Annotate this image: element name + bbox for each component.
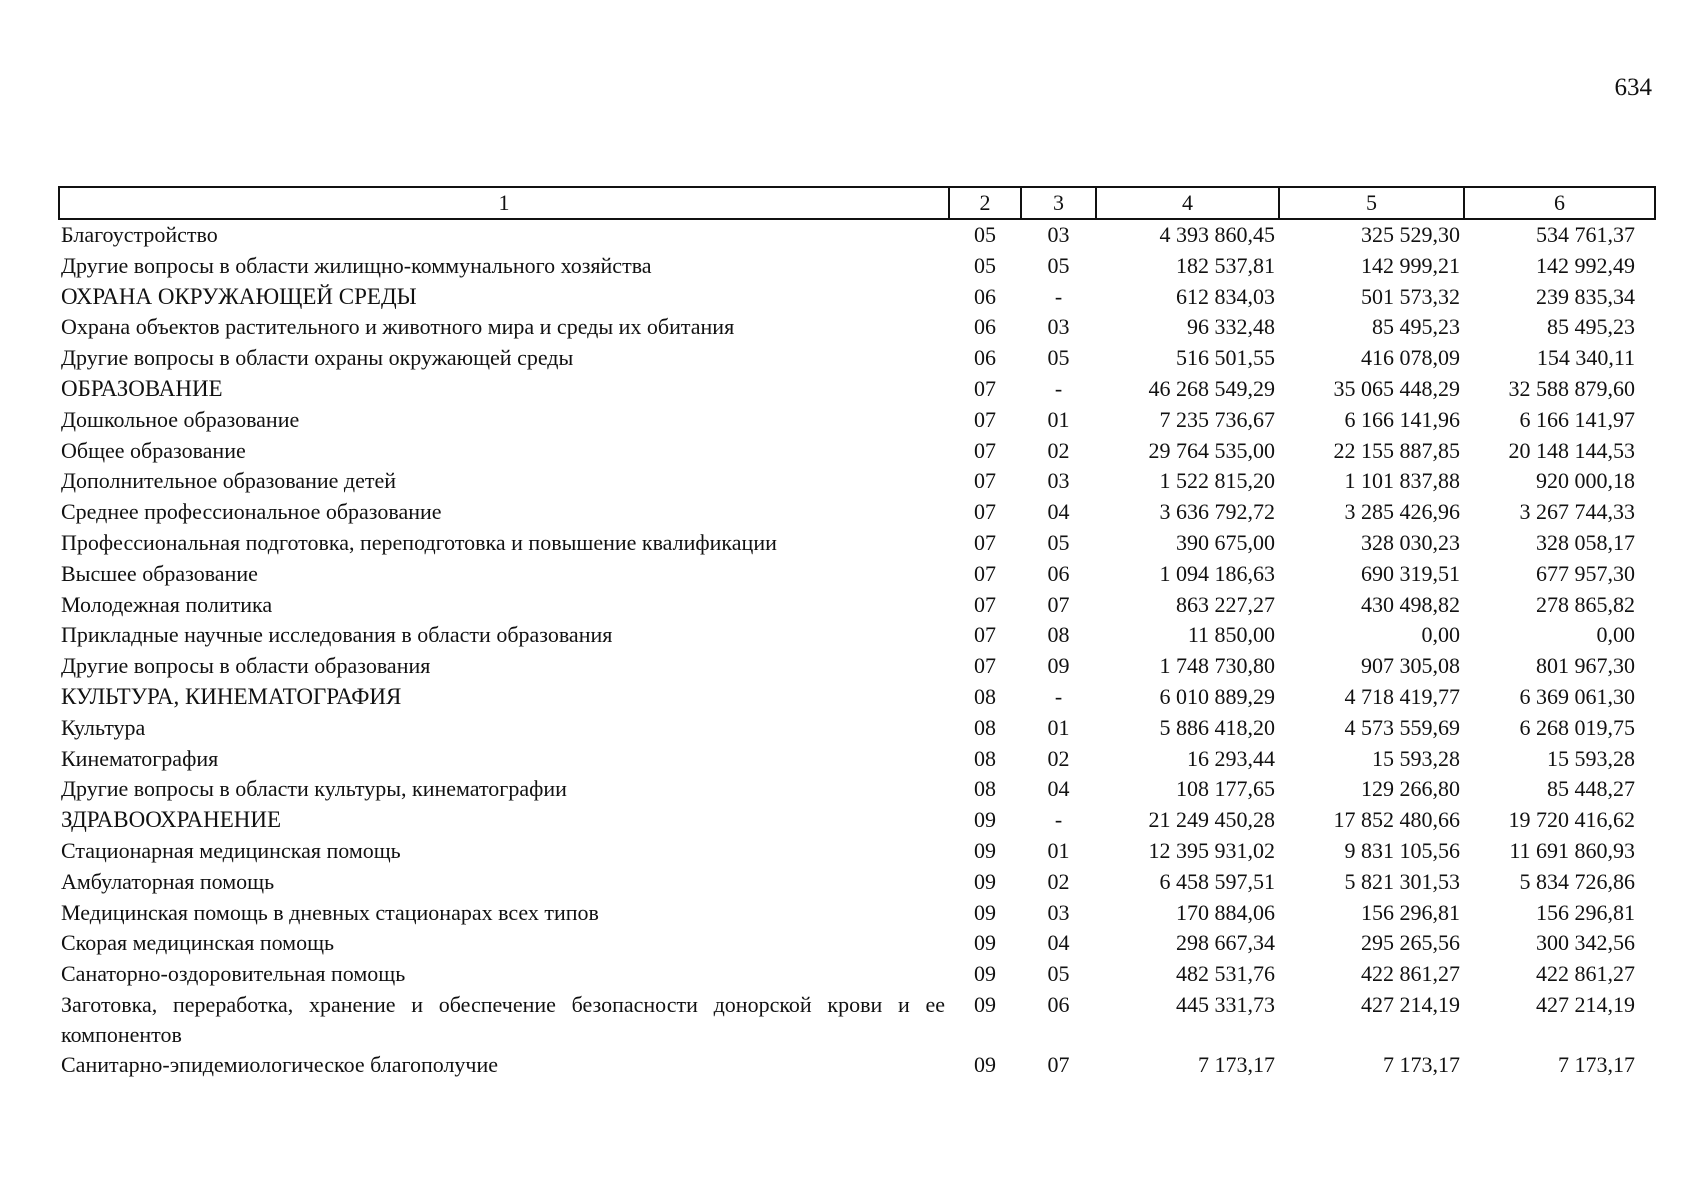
row-name: Заготовка, переработка, хранение и обеспечение безопасности донорской крови и ее компонентов bbox=[61, 991, 945, 1047]
row-value-col6: 154 340,11 bbox=[1536, 345, 1635, 371]
row-value-col4: 12 395 931,02 bbox=[1148, 837, 1275, 863]
row-name: Скорая медицинская помощь bbox=[61, 930, 335, 956]
row-value-col4: 11 850,00 bbox=[1187, 622, 1275, 648]
row-section-code: 09 bbox=[974, 991, 996, 1017]
row-value-col5: 422 861,27 bbox=[1361, 961, 1460, 987]
row-value-col6: 6 166 141,97 bbox=[1519, 406, 1635, 432]
row-value-col5: 142 999,21 bbox=[1361, 252, 1460, 278]
row-value-col5: 85 495,23 bbox=[1372, 314, 1460, 340]
row-value-col5: 4 718 419,77 bbox=[1344, 683, 1460, 709]
table-row bbox=[59, 466, 1655, 497]
row-subsection-code: 03 bbox=[1047, 899, 1070, 925]
table-row bbox=[59, 528, 1655, 559]
row-value-col5: 295 265,56 bbox=[1361, 930, 1460, 956]
row-value-col6: 15 593,28 bbox=[1547, 745, 1635, 771]
row-subsection-code: 06 bbox=[1047, 991, 1070, 1017]
row-value-col6: 85 448,27 bbox=[1547, 776, 1635, 802]
table-row bbox=[59, 959, 1655, 990]
row-section-code: 07 bbox=[974, 406, 996, 432]
row-subsection-code: 03 bbox=[1047, 314, 1070, 340]
table-row bbox=[59, 620, 1655, 651]
row-value-col5: 6 166 141,96 bbox=[1344, 406, 1460, 432]
table-row bbox=[59, 990, 1655, 1050]
row-section-code: 08 bbox=[974, 776, 996, 802]
row-value-col5: 15 593,28 bbox=[1372, 745, 1460, 771]
row-subsection-code: - bbox=[1054, 283, 1063, 309]
row-section-code: 09 bbox=[974, 868, 996, 894]
row-section-code: 07 bbox=[974, 437, 996, 463]
row-subsection-code: 03 bbox=[1047, 222, 1070, 247]
table-row bbox=[59, 374, 1655, 405]
table-row bbox=[59, 805, 1655, 836]
row-name: Общее образование bbox=[61, 437, 246, 463]
row-value-col6: 3 267 744,33 bbox=[1519, 499, 1635, 525]
row-value-col6: 142 992,49 bbox=[1536, 252, 1635, 278]
row-value-col5: 328 030,23 bbox=[1361, 529, 1460, 555]
table-row bbox=[59, 590, 1655, 621]
row-name: Среднее профессиональное образование bbox=[61, 499, 442, 525]
row-subsection-code: 02 bbox=[1047, 745, 1070, 771]
row-value-col4: 4 393 860,45 bbox=[1159, 222, 1275, 247]
row-value-col4: 3 636 792,72 bbox=[1159, 499, 1275, 525]
row-value-col5: 22 155 887,85 bbox=[1333, 437, 1460, 463]
row-value-col4: 390 675,00 bbox=[1176, 529, 1275, 555]
row-value-col4: 7 235 736,67 bbox=[1159, 406, 1275, 432]
row-value-col6: 19 720 416,62 bbox=[1508, 807, 1635, 833]
row-name: Санитарно-эпидемиологическое благополучие bbox=[61, 1051, 499, 1077]
row-name: Высшее образование bbox=[61, 560, 258, 586]
row-value-col4: 108 177,65 bbox=[1176, 776, 1275, 802]
table-row bbox=[59, 928, 1655, 959]
row-value-col5: 427 214,19 bbox=[1361, 991, 1460, 1017]
row-value-col5: 416 078,09 bbox=[1361, 345, 1460, 371]
table-row bbox=[59, 312, 1655, 343]
row-value-col5: 430 498,82 bbox=[1361, 591, 1460, 617]
row-value-col4: 1 748 730,80 bbox=[1159, 653, 1275, 679]
row-subsection-code: 04 bbox=[1047, 930, 1070, 956]
row-section-code: 09 bbox=[974, 930, 996, 956]
row-value-col5: 690 319,51 bbox=[1361, 560, 1460, 586]
row-subsection-code: 07 bbox=[1047, 591, 1070, 617]
row-name: Дополнительное образование детей bbox=[61, 468, 397, 494]
row-subsection-code: - bbox=[1054, 807, 1063, 833]
row-value-col4: 612 834,03 bbox=[1176, 283, 1275, 309]
row-value-col6: 801 967,30 bbox=[1536, 653, 1635, 679]
row-value-col4: 6 010 889,29 bbox=[1159, 683, 1275, 709]
row-value-col5: 7 173,17 bbox=[1383, 1051, 1460, 1077]
table-header-row bbox=[59, 187, 1655, 219]
row-name: Другие вопросы в области охраны окружающей среды bbox=[61, 345, 574, 371]
row-value-col5: 0,00 bbox=[1421, 622, 1460, 648]
table-row bbox=[59, 1050, 1655, 1081]
column-header-1: 1 bbox=[59, 187, 949, 219]
table-row bbox=[59, 343, 1655, 374]
row-name: Другие вопросы в области образования bbox=[61, 653, 431, 679]
row-name: ОБРАЗОВАНИЕ bbox=[61, 375, 223, 401]
row-value-col6: 427 214,19 bbox=[1536, 991, 1635, 1017]
row-value-col4: 863 227,27 bbox=[1176, 591, 1275, 617]
row-value-col6: 6 369 061,30 bbox=[1519, 683, 1635, 709]
row-value-col4: 182 537,81 bbox=[1176, 252, 1275, 278]
row-name: Прикладные научные исследования в области образования bbox=[61, 622, 613, 648]
table-row bbox=[59, 436, 1655, 467]
row-section-code: 09 bbox=[974, 899, 996, 925]
row-subsection-code: 02 bbox=[1047, 437, 1070, 463]
row-value-col5: 5 821 301,53 bbox=[1344, 868, 1460, 894]
row-value-col4: 298 667,34 bbox=[1176, 930, 1275, 956]
row-subsection-code: 01 bbox=[1047, 714, 1070, 740]
row-section-code: 07 bbox=[974, 499, 996, 525]
row-value-col5: 17 852 480,66 bbox=[1333, 807, 1460, 833]
row-section-code: 09 bbox=[974, 961, 996, 987]
row-section-code: 09 bbox=[974, 1051, 996, 1077]
row-section-code: 07 bbox=[974, 560, 996, 586]
row-name: Профессиональная подготовка, переподготовка и повышение квалификации bbox=[61, 529, 777, 555]
budget-table bbox=[58, 186, 1656, 1081]
row-value-col5: 129 266,80 bbox=[1361, 776, 1460, 802]
row-section-code: 08 bbox=[974, 714, 996, 740]
row-value-col6: 6 268 019,75 bbox=[1519, 714, 1635, 740]
row-subsection-code: 05 bbox=[1047, 529, 1070, 555]
row-value-col6: 7 173,17 bbox=[1558, 1051, 1635, 1077]
row-name: Другие вопросы в области жилищно-коммунального хозяйства bbox=[61, 252, 652, 278]
row-value-col5: 35 065 448,29 bbox=[1333, 375, 1460, 401]
table-row bbox=[59, 774, 1655, 805]
row-section-code: 07 bbox=[974, 375, 996, 401]
row-value-col6: 0,00 bbox=[1596, 622, 1635, 648]
row-value-col5: 3 285 426,96 bbox=[1344, 499, 1460, 525]
row-value-col4: 516 501,55 bbox=[1176, 345, 1275, 371]
row-name: Амбулаторная помощь bbox=[61, 868, 275, 894]
table-row bbox=[59, 867, 1655, 898]
row-name: ОХРАНА ОКРУЖАЮЩЕЙ СРЕДЫ bbox=[61, 283, 417, 309]
page-number: 634 bbox=[1614, 74, 1652, 101]
row-name: КУЛЬТУРА, КИНЕМАТОГРАФИЯ bbox=[61, 683, 402, 709]
row-section-code: 09 bbox=[974, 807, 996, 833]
row-value-col4: 1 522 815,20 bbox=[1159, 468, 1275, 494]
row-value-col4: 96 332,48 bbox=[1187, 314, 1275, 340]
table-row bbox=[59, 898, 1655, 929]
column-header-2: 2 bbox=[949, 187, 1021, 219]
row-value-col6: 20 148 144,53 bbox=[1508, 437, 1635, 463]
row-section-code: 05 bbox=[974, 252, 996, 278]
row-value-col4: 46 268 549,29 bbox=[1148, 375, 1275, 401]
row-value-col6: 677 957,30 bbox=[1536, 560, 1635, 586]
row-name: Другие вопросы в области культуры, кинематографии bbox=[61, 776, 567, 802]
row-subsection-code: 04 bbox=[1047, 499, 1070, 525]
column-header-4: 4 bbox=[1096, 187, 1279, 219]
row-value-col4: 16 293,44 bbox=[1187, 745, 1275, 771]
row-name: Кинематография bbox=[61, 745, 219, 771]
row-value-col4: 21 249 450,28 bbox=[1148, 807, 1275, 833]
row-value-col4: 445 331,73 bbox=[1176, 991, 1275, 1017]
row-section-code: 07 bbox=[974, 468, 996, 494]
row-section-code: 06 bbox=[974, 345, 996, 371]
row-subsection-code: 04 bbox=[1047, 776, 1070, 802]
table-row bbox=[59, 282, 1655, 313]
row-value-col6: 920 000,18 bbox=[1536, 468, 1635, 494]
row-value-col5: 1 101 837,88 bbox=[1344, 468, 1460, 494]
row-subsection-code: 05 bbox=[1047, 252, 1070, 278]
row-value-col4: 1 094 186,63 bbox=[1159, 560, 1275, 586]
row-subsection-code: 02 bbox=[1047, 868, 1070, 894]
row-subsection-code: 05 bbox=[1047, 345, 1070, 371]
row-name: Стационарная медицинская помощь bbox=[61, 837, 401, 863]
table-row bbox=[59, 405, 1655, 436]
row-section-code: 06 bbox=[974, 314, 996, 340]
row-name: Благоустройство bbox=[61, 222, 218, 247]
row-name: ЗДРАВООХРАНЕНИЕ bbox=[61, 807, 282, 833]
row-value-col6: 85 495,23 bbox=[1547, 314, 1635, 340]
row-section-code: 08 bbox=[974, 745, 996, 771]
row-value-col4: 7 173,17 bbox=[1198, 1051, 1275, 1077]
table-row bbox=[59, 251, 1655, 282]
row-value-col4: 5 886 418,20 bbox=[1159, 714, 1275, 740]
row-value-col5: 9 831 105,56 bbox=[1344, 837, 1460, 863]
row-value-col5: 4 573 559,69 bbox=[1344, 714, 1460, 740]
column-header-6: 6 bbox=[1464, 187, 1655, 219]
row-value-col5: 907 305,08 bbox=[1361, 653, 1460, 679]
row-value-col5: 325 529,30 bbox=[1361, 222, 1460, 247]
row-name: Санаторно-оздоровительная помощь bbox=[61, 961, 406, 987]
row-value-col4: 6 458 597,51 bbox=[1159, 868, 1275, 894]
table-body bbox=[59, 219, 1655, 1081]
row-value-col6: 156 296,81 bbox=[1536, 899, 1635, 925]
row-section-code: 07 bbox=[974, 529, 996, 555]
table-row bbox=[59, 682, 1655, 713]
row-value-col4: 170 884,06 bbox=[1176, 899, 1275, 925]
row-value-col4: 482 531,76 bbox=[1176, 961, 1275, 987]
row-name: Медицинская помощь в дневных стационарах всех типов bbox=[61, 899, 599, 925]
row-subsection-code: 09 bbox=[1047, 653, 1070, 679]
row-subsection-code: 01 bbox=[1047, 837, 1070, 863]
row-value-col5: 156 296,81 bbox=[1361, 899, 1460, 925]
table-row bbox=[59, 744, 1655, 775]
row-name: Молодежная политика bbox=[61, 591, 273, 617]
table-row bbox=[59, 836, 1655, 867]
row-name: Охрана объектов растительного и животного мира и среды их обитания bbox=[61, 314, 735, 340]
row-section-code: 07 bbox=[974, 653, 996, 679]
row-value-col6: 239 835,34 bbox=[1536, 283, 1635, 309]
row-subsection-code: 06 bbox=[1047, 560, 1070, 586]
row-value-col6: 328 058,17 bbox=[1536, 529, 1635, 555]
row-name: Культура bbox=[61, 714, 146, 740]
row-value-col6: 32 588 879,60 bbox=[1508, 375, 1635, 401]
table-row bbox=[59, 219, 1655, 251]
row-value-col6: 534 761,37 bbox=[1536, 222, 1635, 247]
row-subsection-code: 01 bbox=[1047, 406, 1070, 432]
row-section-code: 08 bbox=[974, 683, 996, 709]
row-section-code: 05 bbox=[974, 222, 996, 247]
row-value-col6: 300 342,56 bbox=[1536, 930, 1635, 956]
row-value-col6: 278 865,82 bbox=[1536, 591, 1635, 617]
row-section-code: 09 bbox=[974, 837, 996, 863]
row-subsection-code: 07 bbox=[1047, 1051, 1070, 1077]
table-row bbox=[59, 713, 1655, 744]
table-row bbox=[59, 651, 1655, 682]
row-subsection-code: - bbox=[1054, 683, 1063, 709]
row-name: Дошкольное образование bbox=[61, 406, 300, 432]
table-row bbox=[59, 559, 1655, 590]
row-section-code: 07 bbox=[974, 591, 996, 617]
row-value-col6: 11 691 860,93 bbox=[1509, 837, 1635, 863]
column-header-5: 5 bbox=[1279, 187, 1464, 219]
column-header-3: 3 bbox=[1021, 187, 1096, 219]
row-value-col6: 5 834 726,86 bbox=[1519, 868, 1635, 894]
table-row bbox=[59, 497, 1655, 528]
row-value-col4: 29 764 535,00 bbox=[1148, 437, 1275, 463]
row-subsection-code: 03 bbox=[1047, 468, 1070, 494]
row-value-col6: 422 861,27 bbox=[1536, 961, 1635, 987]
row-subsection-code: 05 bbox=[1047, 961, 1070, 987]
row-section-code: 06 bbox=[974, 283, 996, 309]
row-subsection-code: 08 bbox=[1047, 622, 1070, 648]
row-section-code: 07 bbox=[974, 622, 996, 648]
row-subsection-code: - bbox=[1054, 375, 1063, 401]
row-value-col5: 501 573,32 bbox=[1361, 283, 1460, 309]
